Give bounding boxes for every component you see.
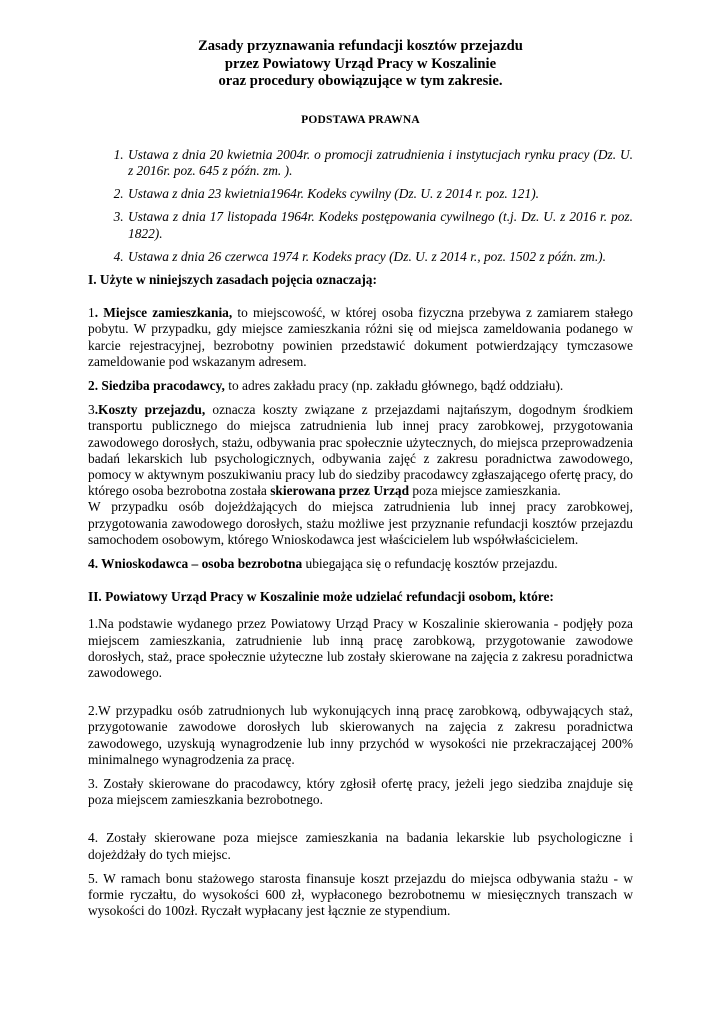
title-line-3: oraz procedury obowiązujące w tym zakresie.: [218, 73, 503, 89]
document-title: [88, 38, 633, 91]
section-2-heading: II. Powiatowy Urząd Pracy w Koszalinie może udzielać refundacji osobom, które:: [88, 589, 554, 605]
definition-term: . Miejsce zamieszkania,: [94, 305, 233, 321]
section-1-heading: I. Użyte w niniejszych zasadach pojęcia oznaczają:: [88, 271, 377, 287]
legal-basis-item: 4. Ustawa z dnia 26 czerwca 1974 r. Kodeks pracy (Dz. U. z 2014 r., poz. 1502 z późn. zm.).: [127, 249, 633, 265]
title-line-1: Zasady przyznawania refundacji kosztów przejazdu: [198, 38, 523, 54]
definition-travel-costs-car: W przypadku osób dojeżdżających do miejsca zatrudnienia lub innej pracy zarobkowej, przygotowania zawodowego dorosłych, stażu możliwe jest przyznanie refundacji kosztów przejazdu samochodem osobowym, którego Wnioskodawca jest właścicielem lub współwłaścicielem.: [88, 499, 633, 547]
legal-basis-list: [88, 147, 633, 265]
legal-basis-heading: PODSTAWA PRAWNA: [301, 113, 420, 126]
definition-text: to miejscowość, w której osoba fizyczna przebywa z zamiarem stałego pobytu. W przypadku, gdy miejsce zamieszkania różni się od miejsca zameldowania podanego w karcie rejestracyjnej, bezrobotny powinien przedstawić dokument potwierdzający tymczasowe zameldowanie pod wskazanym adresem.: [88, 305, 633, 369]
definition-applicant: [88, 556, 633, 572]
definition-text: oznacza koszty związane z przejazdami najtańszym, dogodnym środkiem transportu publicznego do miejsca zatrudnienia lub innej pracy zarobkowej, przygotowania zawodowego dorosłych, stażu, odbywania prac społecznie użytecznych, do miejsca przeprowadzenia badań lekarskich lub psychologicznych, odbywania zajęć z zakresu poradnictwa zawodowego, pomocy w aktywnym poszukiwaniu pracy lub do siedziby pracodawcy zgłaszającego ofertę pracy, do którego osoba bezrobotna została: [88, 402, 633, 499]
definition-text: to adres zakładu pracy (np. zakładu głównego, bądź oddziału).: [224, 377, 564, 393]
title-line-2: przez Powiatowy Urząd Pracy w Koszalinie: [224, 55, 497, 72]
legal-basis-item: 3. Ustawa z dnia 17 listopada 1964r. Kodeks postępowania cywilnego (t.j. Dz. U. z 2016 r. poz. 1822).: [127, 209, 633, 241]
definition-travel-costs: [88, 402, 633, 499]
definition-emphasis: skierowana przez Urząd: [270, 483, 410, 499]
definition-text: ubiegająca się o refundację kosztów przejazdu.: [302, 555, 558, 571]
definition-number: 3: [88, 402, 95, 418]
definition-term: 4. Wnioskodawca – osoba bezrobotna: [88, 555, 303, 571]
definition-number: 1: [88, 305, 95, 321]
definition-term: .Koszty przejazdu,: [94, 402, 206, 418]
definition-text: poza miejsce zamieszkania.: [409, 483, 561, 499]
eligibility-item-4: 4. Zostały skierowane poza miejsce zamieszkania na badania lekarskie lub psychologiczne i dojeżdżały do tych miejsc.: [88, 830, 633, 862]
legal-basis-item: 2. Ustawa z dnia 23 kwietnia1964r. Kodeks cywilny (Dz. U. z 2014 r. poz. 121).: [127, 186, 633, 202]
eligibility-item-3: 3. Zostały skierowane do pracodawcy, który zgłosił ofertę pracy, jeżeli jego siedziba znajduje się poza miejscem zamieszkania bezrobotnego.: [88, 776, 633, 808]
document-page: [88, 38, 633, 919]
eligibility-item-1: 1.Na podstawie wydanego przez Powiatowy Urząd Pracy w Koszalinie skierowania - podjęły poza miejscem zamieszkania, zatrudnienie lub inną pracę zarobkową, przygotowanie zawodowe dorosłych, staż, prace społecznie użyteczne lub zostały skierowane na zajęcia z zakresu poradnictwa zawodowego.: [88, 616, 633, 680]
eligibility-item-2: 2.W przypadku osób zatrudnionych lub wykonujących inną pracę zarobkową, odbywających staż, przygotowanie zawodowe dorosłych lub skierowanych na zajęcia z zakresu poradnictwa zawodowego, uzyskują wynagrodzenie lub inny przychód w wysokości nie przekraczającej 200% minimalnego wynagrodzenia za pracę.: [88, 703, 633, 767]
legal-basis-item: 1. Ustawa z dnia 20 kwietnia 2004r. o promocji zatrudnienia i instytucjach rynku pracy (Dz. U. z 2016r. poz. 645 z późn. zm. ).: [127, 147, 633, 179]
definition-residence: [88, 305, 633, 370]
definition-employer-seat: [88, 378, 633, 394]
definition-term: 2. Siedziba pracodawcy,: [88, 377, 225, 393]
eligibility-item-5: 5. W ramach bonu stażowego starosta finansuje koszt przejazdu do miejsca odbywania stażu - w formie ryczałtu, do wysokości 600 zł, wypłaconego bezrobotnemu w miesięcznych transzach w wysokości do 100zł. Ryczałt wypłacany jest łącznie ze stypendium.: [88, 870, 633, 919]
